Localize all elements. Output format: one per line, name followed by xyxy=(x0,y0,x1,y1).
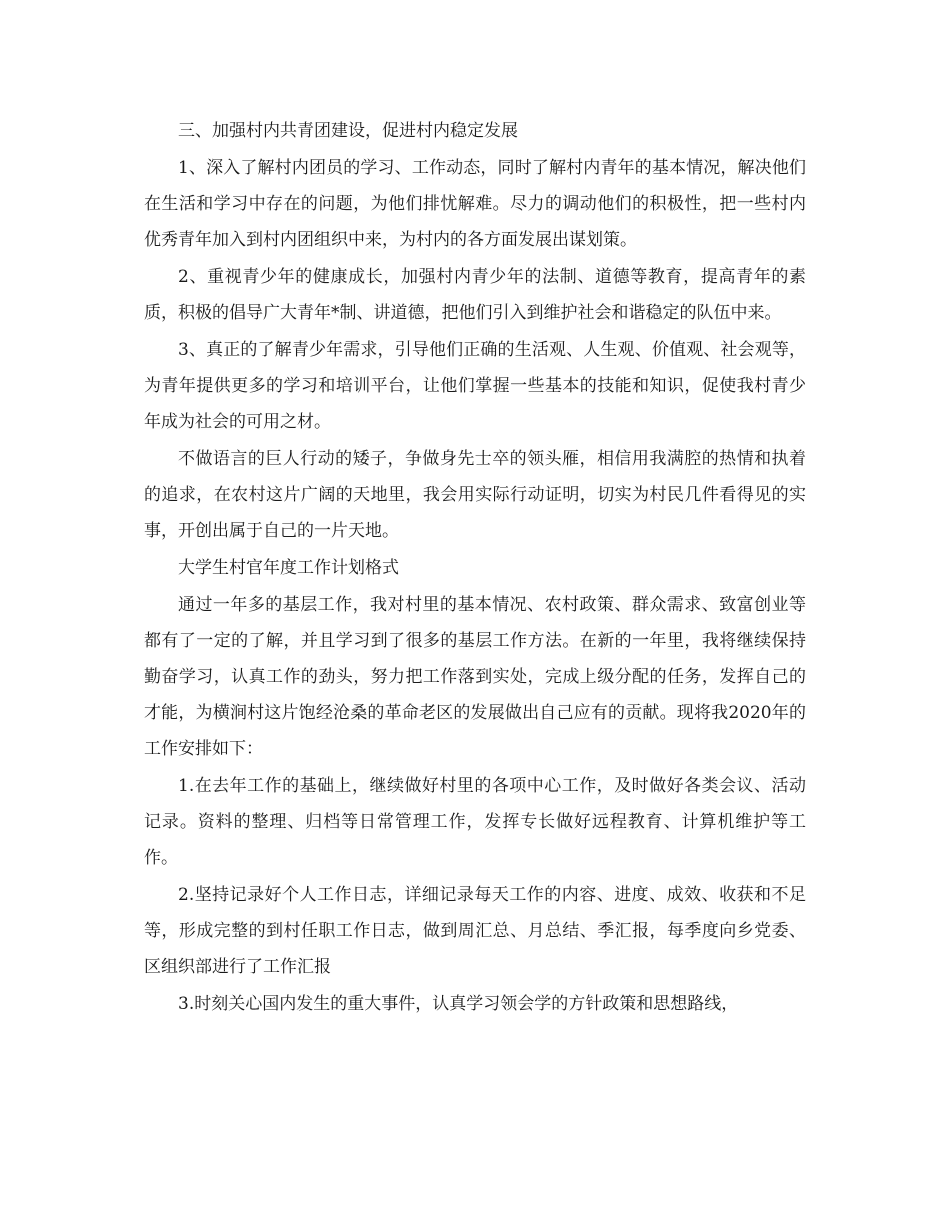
paragraph: 1.在去年工作的基础上，继续做好村里的各项中心工作，及时做好各类会议、活动记录。资料的整理、归档等日常管理工作，发挥专长做好远程教育、计算机维护等工作。 xyxy=(144,776,806,868)
paragraph: 2、重视青少年的健康成长，加强村内青少年的法制、道德等教育，提高青年的素质，积极的倡导广大青年*制、讲道德，把他们引入到维护社会和谐稳定的队伍中来。 xyxy=(144,267,806,323)
paragraph: 不做语言的巨人行动的矮子，争做身先士卒的领头雁，相信用我满腔的热情和执着的追求，在农村这片广阔的天地里，我会用实际行动证明，切实为村民几件看得见的实事，开创出属于自己的一片天地。 xyxy=(144,449,806,541)
document-subtitle: 大学生村官年度工作计划格式 xyxy=(178,558,399,578)
paragraph: 2.坚持记录好个人工作日志，详细记录每天工作的内容、进度、成效、收获和不足等，形成完整的到村任职工作日志，做到周汇总、月总结、季汇报，每季度向乡党委、区组织部进行了工作汇报 xyxy=(144,885,806,977)
paragraph: 通过一年多的基层工作，我对村里的基本情况、农村政策、群众需求、致富创业等都有了一定的了解，并且学习到了很多的基层工作方法。在新的一年里，我将继续保持勤奋学习，认真工作的劲头，努力把工作落到实处，完成上级分配的任务，发挥自己的才能，为横涧村这片饱经沧桑的革命老区的发展做出自己应有的贡献。现将我2020年的工作安排如下： xyxy=(144,595,806,759)
document-body xyxy=(144,113,806,1023)
paragraph: 3、真正的了解青少年需求，引导他们正确的生活观、人生观、价值观、社会观等，为青年提供更多的学习和培训平台，让他们掌握一些基本的技能和知识，促使我村青少年成为社会的可用之材。 xyxy=(144,340,806,432)
section-heading: 三、加强村内共青团建设，促进村内稳定发展 xyxy=(178,121,518,141)
paragraph: 1、深入了解村内团员的学习、工作动态，同时了解村内青年的基本情况，解决他们在生活和学习中存在的问题，为他们排忧解难。尽力的调动他们的积极性，把一些村内优秀青年加入到村内团组织中来，为村内的各方面发展出谋划策。 xyxy=(144,158,806,250)
paragraph: 3.时刻关心国内发生的重大事件，认真学习领会学的方针政策和思想路线， xyxy=(178,994,739,1014)
